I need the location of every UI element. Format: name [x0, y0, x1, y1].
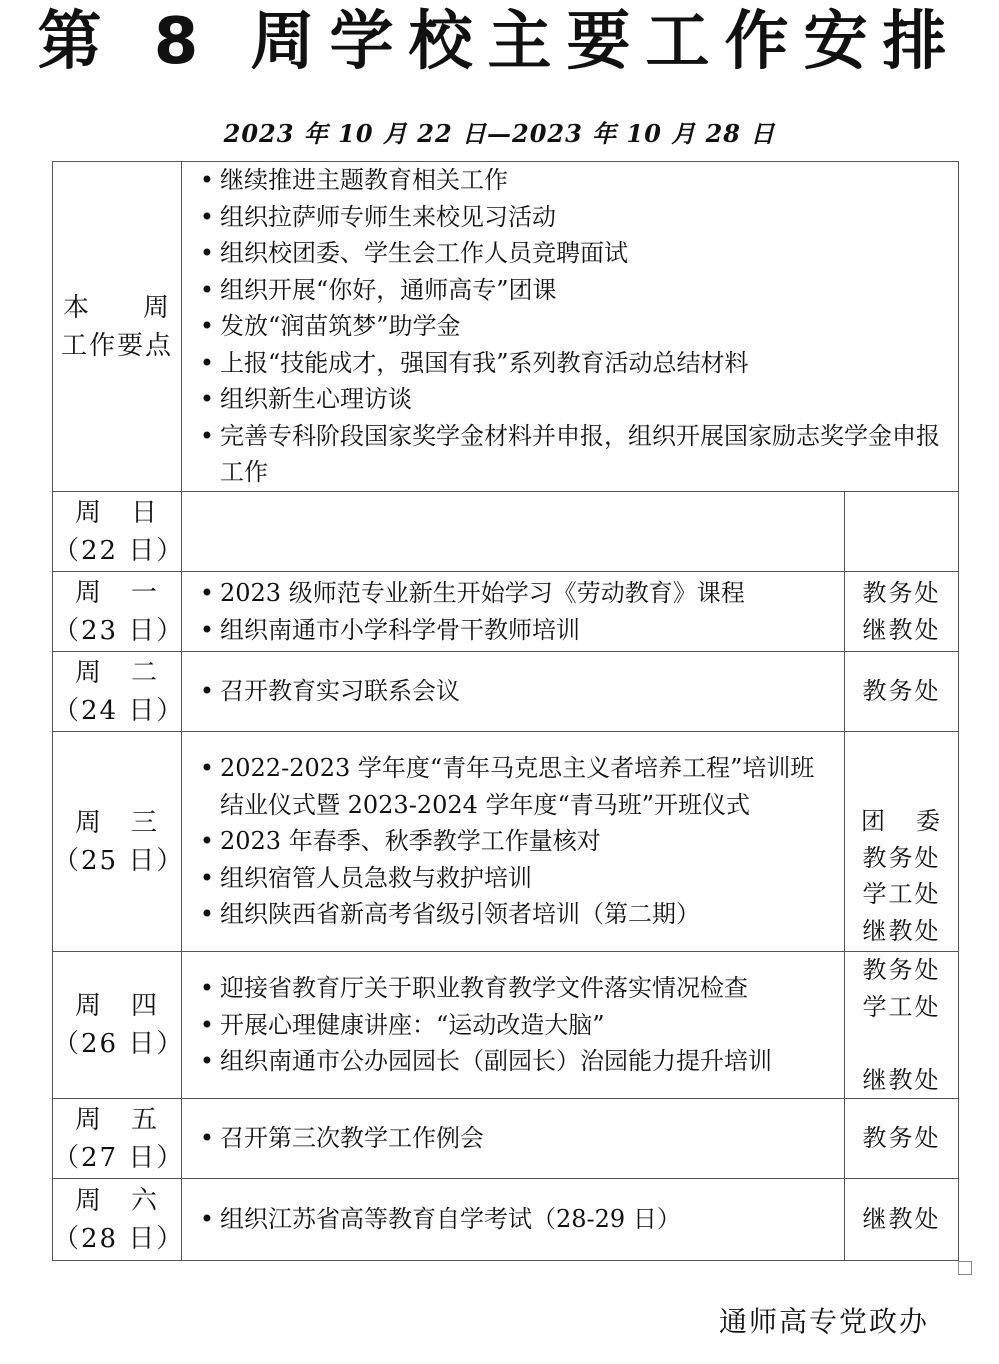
bullet-icon: •: [199, 615, 215, 644]
dept-label: 继教处: [862, 615, 941, 644]
dept-label: 学工处: [862, 880, 941, 908]
list-item: • 组织校团委、学生会工作人员竞聘面试: [196, 235, 952, 272]
day-depts: [845, 732, 959, 952]
bullet-icon: •: [199, 1047, 215, 1076]
schedule-table: [52, 161, 959, 1261]
bullet-icon: •: [199, 312, 215, 341]
day-row-saturday: [53, 1179, 959, 1261]
dept-label: 学工处: [862, 992, 941, 1021]
bullet-icon: •: [199, 385, 215, 414]
list-item: • 召开第三次教学工作例会: [196, 1120, 838, 1157]
dept-label: 教务处: [862, 677, 941, 706]
bullet-icon: •: [199, 275, 215, 304]
day-label: 周 日 （22 日）: [53, 492, 182, 572]
bullet-icon: •: [199, 900, 215, 929]
dept-label: 教务处: [862, 843, 941, 872]
day-label: 周 一 （23 日）: [53, 572, 182, 652]
day-row-friday: [53, 1099, 959, 1179]
dept-label: 团 委: [861, 807, 942, 835]
key-points-row: [53, 162, 959, 492]
corner-marker: [958, 1261, 972, 1275]
list-item: • 组织开展“你好，通师高专”团课: [196, 272, 952, 309]
list-item: • 迎接省教育厅关于职业教育教学文件落实情况检查: [196, 970, 838, 1007]
day-row-tuesday: [53, 652, 959, 732]
list-item: • 2023 年春季、秋季教学工作量核对: [196, 823, 838, 860]
bullet-icon: •: [199, 754, 215, 783]
list-item: • 组织南通市公办园园长（副园长）治园能力提升培训: [196, 1043, 838, 1080]
day-row-sunday: [53, 492, 959, 572]
day-depts: [845, 952, 959, 1099]
bullet-icon: •: [199, 1010, 215, 1039]
list-item: • 开展心理健康讲座：“运动改造大脑”: [196, 1007, 838, 1044]
list-item: • 发放“润苗筑梦”助学金: [196, 308, 952, 345]
list-item: • 组织江苏省高等教育自学考试（28-29 日）: [196, 1201, 838, 1238]
day-depts: [845, 572, 959, 652]
list-item: • 组织南通市小学科学骨干教师培训: [196, 612, 838, 649]
day-items: [182, 572, 845, 652]
list-item: • 上报“技能成才，强国有我”系列教育活动总结材料: [196, 345, 952, 382]
date-range: 2023 年 10 月 22 日—2023 年 10 月 28 日: [223, 119, 776, 148]
issuer-signature: 通师高专党政办: [718, 1305, 929, 1338]
day-row-monday: [53, 572, 959, 652]
day-items: [182, 732, 845, 952]
bullet-icon: •: [199, 202, 215, 231]
bullet-icon: •: [199, 239, 215, 268]
bullet-icon: •: [199, 421, 215, 450]
day-items: [182, 652, 845, 732]
bullet-icon: •: [199, 974, 215, 1003]
list-item: • 完善专科阶段国家奖学金材料并申报，组织开展国家励志奖学金申报工作: [196, 418, 952, 491]
bullet-icon: •: [199, 579, 215, 607]
list-item: • 组织宿管人员急救与救护培训: [196, 860, 838, 897]
dept-label: 继教处: [862, 916, 941, 945]
day-depts: [845, 1099, 959, 1179]
list-item: • 组织新生心理访谈: [196, 381, 952, 418]
day-items: [182, 492, 845, 572]
dept-label: 继教处: [862, 1205, 941, 1234]
bullet-icon: •: [199, 348, 215, 377]
bullet-icon: •: [199, 677, 215, 706]
bullet-icon: •: [199, 166, 215, 195]
day-depts: [845, 492, 959, 572]
bullet-icon: •: [199, 1124, 215, 1153]
day-label: 周 五 （27 日）: [53, 1099, 182, 1179]
day-depts: [845, 1179, 959, 1261]
day-label: 周 三 （25 日）: [53, 732, 182, 952]
day-label: 周 六 （28 日）: [53, 1179, 182, 1261]
day-label: 周 四 （26 日）: [53, 952, 182, 1099]
dept-label: 教务处: [862, 1124, 941, 1153]
day-row-thursday: [53, 952, 959, 1099]
page-title: 第 8 周学校主要工作安排: [37, 5, 962, 79]
list-item: • 组织拉萨师专师生来校见习活动: [196, 199, 952, 236]
bullet-icon: •: [199, 863, 215, 892]
day-depts: [845, 652, 959, 732]
list-item: • 2023 级师范专业新生开始学习《劳动教育》课程: [196, 575, 838, 612]
dept-label: 教务处: [862, 956, 941, 984]
list-item: • 召开教育实习联系会议: [196, 673, 838, 710]
list-item: • 2022-2023 学年度“青年马克思主义者培养工程”培训班结业仪式暨 2023-2024 学年度“青马班”开班仪式: [196, 750, 838, 823]
dept-label: 教务处: [862, 579, 941, 607]
list-item: • 组织陕西省新高考省级引领者培训（第二期）: [196, 896, 838, 933]
key-points-cell: [182, 162, 959, 492]
list-item: • 继续推进主题教育相关工作: [196, 162, 952, 199]
day-items: [182, 952, 845, 1099]
key-points-label: 本 周 工作要点: [53, 162, 182, 492]
key-points-list: [182, 162, 958, 491]
day-items: [182, 1179, 845, 1261]
bullet-icon: •: [199, 1205, 215, 1234]
day-label: 周 二 （24 日）: [53, 652, 182, 732]
dept-label: 继教处: [862, 1065, 941, 1094]
day-items: [182, 1099, 845, 1179]
day-row-wednesday: [53, 732, 959, 952]
bullet-icon: •: [199, 827, 215, 856]
